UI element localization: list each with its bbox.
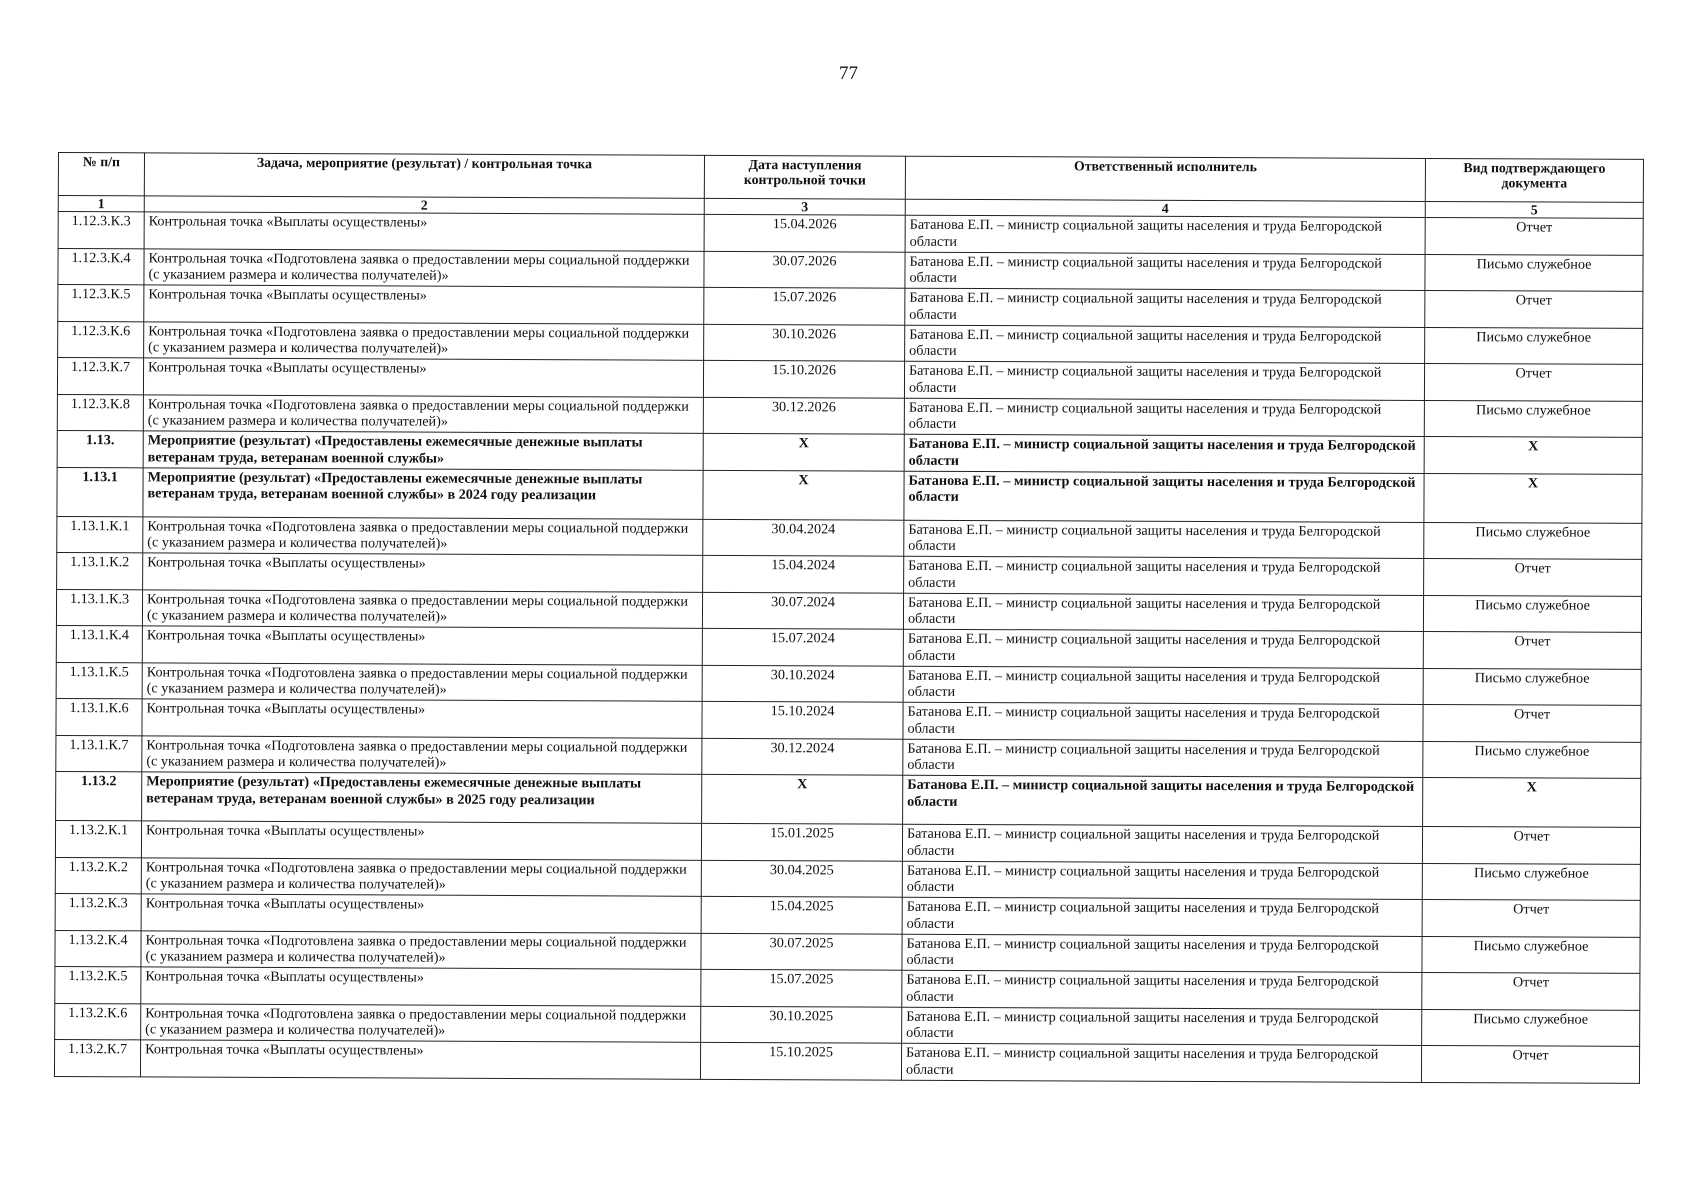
row-document-type: Отчет xyxy=(1422,826,1640,863)
row-date: 30.07.2025 xyxy=(701,933,902,970)
row-executor: Батанова Е.П. – министр социальной защиты населения и труда Белгородской области xyxy=(904,398,1424,437)
row-document-type: Отчет xyxy=(1423,704,1641,741)
row-task: Контрольная точка «Подготовлена заявка о предоставлении меры социальной поддержки (с указанием размера и количества получателей)» xyxy=(144,321,704,360)
header-date: Дата наступления контрольной точки xyxy=(704,155,905,199)
row-date: 15.10.2024 xyxy=(702,701,903,738)
row-task: Контрольная точка «Подготовлена заявка о предоставлении меры социальной поддержки (с указанием размера и количества получателей)» xyxy=(142,589,702,628)
row-number: 1.13.2 xyxy=(56,771,142,820)
row-executor: Батанова Е.П. – министр социальной защиты населения и труда Белгородской области xyxy=(902,897,1422,936)
table-row xyxy=(57,467,1642,523)
page-number: 77 xyxy=(839,63,858,84)
row-date: 15.01.2025 xyxy=(701,823,902,860)
row-executor: Батанова Е.П. – министр социальной защиты населения и труда Белгородской области xyxy=(903,629,1423,668)
row-number: 1.12.3.К.6 xyxy=(58,321,144,358)
row-task: Контрольная точка «Подготовлена заявка о предоставлении меры социальной поддержки (с указанием размера и количества получателей)» xyxy=(143,394,703,433)
table-row xyxy=(54,1039,1639,1082)
row-number: 1.13. xyxy=(57,430,143,467)
row-number: 1.13.2.К.4 xyxy=(55,930,141,967)
header-executor: Ответственный исполнитель xyxy=(905,156,1425,201)
row-executor: Батанова Е.П. – министр социальной защиты населения и труда Белгородской области xyxy=(905,288,1425,327)
column-number: 3 xyxy=(704,198,905,215)
row-date: 15.04.2024 xyxy=(703,555,904,592)
row-executor: Батанова Е.П. – министр социальной защиты населения и труда Белгородской области xyxy=(903,702,1423,741)
row-date: 30.10.2024 xyxy=(702,665,903,702)
row-executor: Батанова Е.П. – министр социальной защиты населения и труда Белгородской области xyxy=(903,775,1423,826)
row-executor: Батанова Е.П. – министр социальной защиты населения и труда Белгородской области xyxy=(902,824,1422,863)
row-executor: Батанова Е.П. – министр социальной защиты населения и труда Белгородской области xyxy=(904,520,1424,559)
row-task: Контрольная точка «Подготовлена заявка о предоставлении меры социальной поддержки (с указанием размера и количества получателей)» xyxy=(142,735,702,774)
row-task: Мероприятие (результат) «Предоставлены ежемесячные денежные выплаты ветеранам труда, ветеранам военной службы» в 2025 году реализации xyxy=(142,772,702,823)
row-task: Контрольная точка «Выплаты осуществлены» xyxy=(141,894,701,933)
row-date: 15.07.2025 xyxy=(701,969,902,1006)
row-task: Контрольная точка «Подготовлена заявка о предоставлении меры социальной поддержки (с указанием размера и количества получателей)» xyxy=(143,516,703,555)
row-number: 1.13.2.К.7 xyxy=(54,1039,140,1076)
row-number: 1.12.3.К.7 xyxy=(57,358,143,395)
row-executor: Батанова Е.П. – министр социальной защиты населения и труда Белгородской области xyxy=(904,361,1424,400)
row-task: Контрольная точка «Выплаты осуществлены» xyxy=(144,285,704,324)
row-document-type: Х xyxy=(1424,473,1642,523)
header-doc: Вид подтверждающего документа xyxy=(1425,158,1643,202)
row-date: 15.04.2025 xyxy=(701,896,902,933)
row-number: 1.12.3.К.8 xyxy=(57,394,143,431)
row-document-type: Отчет xyxy=(1423,631,1641,668)
row-task: Мероприятие (результат) «Предоставлены ежемесячные денежные выплаты ветеранам труда, ветеранам военной службы» в 2024 году реализации xyxy=(143,467,703,518)
row-number: 1.13.2.К.3 xyxy=(55,893,141,930)
row-task: Контрольная точка «Подготовлена заявка о предоставлении меры социальной поддержки (с указанием размера и количества получателей)» xyxy=(141,930,701,969)
row-task: Контрольная точка «Подготовлена заявка о предоставлении меры социальной поддержки (с указанием размера и количества получателей)» xyxy=(141,1003,701,1042)
row-executor: Батанова Е.П. – министр социальной защиты населения и труда Белгородской области xyxy=(905,325,1425,364)
row-number: 1.13.2.К.1 xyxy=(55,820,141,857)
row-document-type: Письмо служебное xyxy=(1423,741,1641,778)
row-number: 1.13.1.К.1 xyxy=(57,516,143,553)
row-document-type: Отчет xyxy=(1425,290,1643,327)
row-number: 1.12.3.К.4 xyxy=(58,248,144,285)
row-number: 1.13.2.К.6 xyxy=(55,1003,141,1040)
row-document-type: Письмо служебное xyxy=(1425,327,1643,364)
row-date: 30.07.2024 xyxy=(702,592,903,629)
row-number: 1.13.1.К.5 xyxy=(56,662,142,699)
row-date: 30.12.2024 xyxy=(702,738,903,775)
table-header-row xyxy=(58,153,1643,203)
row-date: 15.10.2025 xyxy=(700,1042,901,1079)
row-executor: Батанова Е.П. – министр социальной защиты населения и труда Белгородской области xyxy=(904,556,1424,595)
row-task: Контрольная точка «Подготовлена заявка о предоставлении меры социальной поддержки (с указанием размера и количества получателей)» xyxy=(142,662,702,701)
row-task: Контрольная точка «Подготовлена заявка о предоставлении меры социальной поддержки (с указанием размера и количества получателей)» xyxy=(144,248,704,287)
row-task: Мероприятие (результат) «Предоставлены ежемесячные денежные выплаты ветеранам труда, ветеранам военной службы» xyxy=(143,431,703,470)
row-executor: Батанова Е.П. – министр социальной защиты населения и труда Белгородской области xyxy=(901,1043,1421,1082)
row-document-type: Письмо служебное xyxy=(1422,1009,1640,1046)
row-document-type: Письмо служебное xyxy=(1424,400,1642,437)
row-document-type: Письмо служебное xyxy=(1423,668,1641,705)
row-date: Х xyxy=(703,433,904,470)
column-number: 1 xyxy=(58,196,144,212)
row-executor: Батанова Е.П. – министр социальной защиты населения и труда Белгородской области xyxy=(904,471,1424,522)
row-number: 1.13.1.К.6 xyxy=(56,698,142,735)
row-executor: Батанова Е.П. – министр социальной защиты населения и труда Белгородской области xyxy=(905,215,1425,254)
row-number: 1.13.1.К.3 xyxy=(56,589,142,626)
row-document-type: Х xyxy=(1423,777,1641,827)
row-date: Х xyxy=(703,470,904,520)
row-task: Контрольная точка «Выплаты осуществлены» xyxy=(142,699,702,738)
row-document-type: Письмо служебное xyxy=(1423,595,1641,632)
row-document-type: Отчет xyxy=(1424,363,1642,400)
row-date: 30.04.2025 xyxy=(701,860,902,897)
row-number: 1.12.3.К.3 xyxy=(58,212,144,249)
row-number: 1.13.1.К.4 xyxy=(56,625,142,662)
row-executor: Батанова Е.П. – министр социальной защиты населения и труда Белгородской области xyxy=(902,934,1422,973)
column-number: 2 xyxy=(144,196,704,214)
row-document-type: Письмо служебное xyxy=(1424,522,1642,559)
row-date: 15.10.2026 xyxy=(703,360,904,397)
row-task: Контрольная точка «Выплаты осуществлены» xyxy=(141,967,701,1006)
row-task: Контрольная точка «Подготовлена заявка о предоставлении меры социальной поддержки (с указанием размера и количества получателей)» xyxy=(141,857,701,896)
row-date: 15.04.2026 xyxy=(704,214,905,251)
row-document-type: Отчет xyxy=(1424,558,1642,595)
row-executor: Батанова Е.П. – министр социальной защиты населения и труда Белгородской области xyxy=(903,739,1423,778)
row-number: 1.13.2.К.5 xyxy=(55,966,141,1003)
row-task: Контрольная точка «Выплаты осуществлены» xyxy=(140,1040,700,1079)
row-document-type: Отчет xyxy=(1422,899,1640,936)
row-task: Контрольная точка «Выплаты осуществлены» xyxy=(144,212,704,251)
row-number: 1.13.1 xyxy=(57,467,143,516)
row-document-type: Письмо служебное xyxy=(1422,863,1640,900)
row-document-type: Отчет xyxy=(1421,1045,1639,1082)
row-task: Контрольная точка «Выплаты осуществлены» xyxy=(142,626,702,665)
row-date: 30.10.2025 xyxy=(701,1006,902,1043)
row-task: Контрольная точка «Выплаты осуществлены» xyxy=(143,553,703,592)
row-executor: Батанова Е.П. – министр социальной защиты населения и труда Белгородской области xyxy=(904,434,1424,473)
row-executor: Батанова Е.П. – министр социальной защиты населения и труда Белгородской области xyxy=(902,1007,1422,1046)
row-date: 30.07.2026 xyxy=(704,251,905,288)
row-executor: Батанова Е.П. – министр социальной защиты населения и труда Белгородской области xyxy=(905,252,1425,291)
row-executor: Батанова Е.П. – министр социальной защиты населения и труда Белгородской области xyxy=(903,593,1423,632)
header-num: № п/п xyxy=(58,153,144,196)
row-number: 1.13.1.К.2 xyxy=(57,552,143,589)
column-number: 5 xyxy=(1425,201,1643,218)
row-number: 1.13.1.К.7 xyxy=(56,735,142,772)
row-document-type: Отчет xyxy=(1425,217,1643,254)
header-task: Задача, мероприятие (результат) / контрольная точка xyxy=(144,153,704,198)
row-date: 30.10.2026 xyxy=(704,324,905,361)
row-date: Х xyxy=(702,774,903,824)
row-task: Контрольная точка «Выплаты осуществлены» xyxy=(141,821,701,860)
row-document-type: Письмо служебное xyxy=(1425,254,1643,291)
row-document-type: Отчет xyxy=(1422,972,1640,1009)
row-executor: Батанова Е.П. – министр социальной защиты населения и труда Белгородской области xyxy=(902,861,1422,900)
row-executor: Батанова Е.П. – министр социальной защиты населения и труда Белгородской области xyxy=(903,666,1423,705)
column-number: 4 xyxy=(905,199,1425,217)
row-date: 30.12.2026 xyxy=(703,397,904,434)
control-points-table xyxy=(54,152,1644,1083)
row-number: 1.12.3.К.5 xyxy=(58,285,144,322)
row-date: 30.04.2024 xyxy=(703,519,904,556)
row-number: 1.13.2.К.2 xyxy=(55,857,141,894)
row-document-type: Письмо служебное xyxy=(1422,936,1640,973)
row-date: 15.07.2024 xyxy=(702,628,903,665)
row-executor: Батанова Е.П. – министр социальной защиты населения и труда Белгородской области xyxy=(902,970,1422,1009)
table-row xyxy=(56,771,1641,827)
row-document-type: Х xyxy=(1424,436,1642,473)
row-date: 15.07.2026 xyxy=(704,287,905,324)
row-task: Контрольная точка «Выплаты осуществлены» xyxy=(143,358,703,397)
